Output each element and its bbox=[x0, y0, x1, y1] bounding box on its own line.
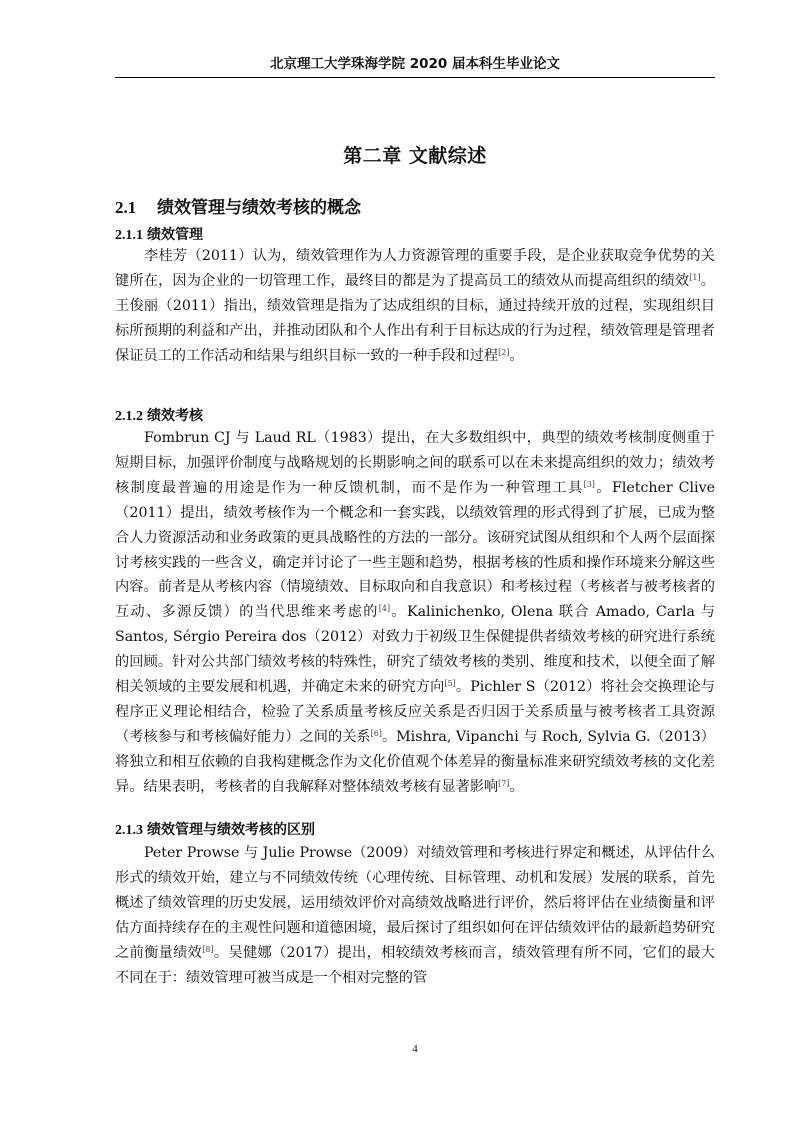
running-header: 北京理工大学珠海学院 2020 届本科生毕业论文 bbox=[270, 56, 560, 72]
section-number: 2.1 bbox=[115, 198, 137, 217]
header-divider bbox=[115, 77, 715, 78]
paragraph-text: 李桂芳（2011）认为，绩效管理作为人力资源管理的重要手段，是企业获取竞争优势的关键所在，因为企业的一切管理工作，最终目的都是为了提高员工的绩效从而提高组织的绩效 bbox=[115, 248, 715, 289]
citation-ref: [3] bbox=[583, 479, 595, 489]
paragraph-text: 。王俊丽（2011）指出，绩效管理是指为了达成组织的目标，通过持续开放的过程，实现组织目标所预期的利益和产出，并推动团队和个人作出有利于目标达成的行为过程，绩效管理是管理者保证员工的工作活动和结果与组织目标一致的一种手段和过程 bbox=[115, 272, 715, 364]
section-title: 绩效管理与绩效考核的概念 bbox=[157, 198, 361, 218]
paragraph-text: 。吴健娜（2017）提出，相较绩效考核而言，绩效管理有所不同，它们的最大不同在于：绩效管理可被当成是一个相对完整的管 bbox=[115, 944, 715, 986]
subsection-title: 绩效管理与绩效考核的区别 bbox=[147, 822, 315, 838]
subsection-heading-2-1-3 bbox=[115, 819, 315, 839]
citation-ref: [2] bbox=[498, 347, 510, 357]
paragraph-difference bbox=[115, 841, 715, 990]
subsection-number: 2.1.3 bbox=[115, 823, 143, 838]
citation-ref: [5] bbox=[444, 679, 456, 689]
paragraph-text: Peter Prowse 与 Julie Prowse（2009）对绩效管理和考核进行界定和概述，从评估什么形式的绩效开始，建立与不同绩效传统（心理传统、目标管理、动机和发展）发展的联系，首先概述了绩效管理的历史发展，运用绩效评价对高绩效战略进行评价，然后将评估在业绩衡量和评估方面持续存在的主观性问题和道德困境，最后探讨了组织如何在评估绩效评估的最新趋势研究之前衡量绩效 bbox=[115, 845, 715, 961]
subsection-heading-2-1-1 bbox=[115, 224, 203, 244]
subsection-title: 绩效考核 bbox=[147, 408, 203, 424]
paragraph-text: 。Kalinichenko, Olena 联合 Amado, Carla 与 Santos, Sérgio Pereira dos（2012）对致力于初级卫生保健提供者绩效考核的研究进行系统的回顾。针对公共部门绩效考核的特殊性，研究了绩效考核的类别、维度和技术，以便全面了解相关领域的主要发展和机遇，并确定未来的研究方向 bbox=[115, 604, 715, 696]
page-number: 4 bbox=[412, 1043, 418, 1055]
citation-ref: [8] bbox=[202, 944, 214, 954]
paragraph-performance-appraisal bbox=[115, 426, 715, 800]
citation-ref: [6] bbox=[370, 728, 382, 738]
citation-ref: [4] bbox=[378, 604, 391, 614]
subsection-heading-2-1-2 bbox=[115, 405, 203, 425]
subsection-title: 绩效管理 bbox=[147, 227, 203, 243]
paragraph-text: 。Mishra, Vipanchi 与 Roch, Sylvia G.（2013）将独立和相互依赖的自我构建概念作为文化价值观个体差异的衡量标准来研究绩效考核的文化差异。结果表明，考核者的自我解释对整体绩效考核有显著影响 bbox=[115, 728, 715, 795]
paragraph-text: 。 bbox=[509, 778, 524, 795]
chapter-title: 第二章 文献综述 bbox=[343, 145, 487, 167]
section-heading bbox=[115, 193, 361, 218]
paragraph-text: 。 bbox=[509, 347, 524, 364]
subsection-number: 2.1.2 bbox=[115, 409, 143, 424]
citation-ref: [1] bbox=[689, 272, 701, 282]
paragraph-text: Fombrun CJ 与 Laud RL（1983）提出，在大多数组织中，典型的绩效考核制度侧重于短期目标，加强评价制度与战略规划的长期影响之间的联系可以在未来提高组织的效力；绩效考核制度最普遍的用途是作为一种反馈机制，而不是作为一种管理工具 bbox=[115, 430, 715, 496]
paragraph-text: 。Pichler S（2012）将社会交换理论与程序正义理论相结合，检验了关系质量考核反应关系是否归因于关系质量与被考核者工具资源（考核参与和考核偏好能力）之间的关系 bbox=[115, 679, 715, 745]
subsection-number: 2.1.1 bbox=[115, 228, 143, 243]
paragraph-performance-management bbox=[115, 244, 715, 369]
citation-ref: [7] bbox=[498, 778, 510, 788]
paragraph-text: 。Fletcher Clive（2011）提出，绩效考核作为一个概念和一套实践，以绩效管理的形式得到了扩展，已成为整合人力资源活动和业务政策的更具战略性的方法的一部分。该研究试图从组织和个人两个层面探讨考核实践的一些含义，确定并讨论了一些主题和趋势，根据考核的性质和操作环境来分解这些内容。前者是从考核内容（情境绩效、目标取向和自我意识）和考核过程（考核者与被考核者的互动、多源反馈）的当代思维来考虑的 bbox=[115, 479, 715, 621]
